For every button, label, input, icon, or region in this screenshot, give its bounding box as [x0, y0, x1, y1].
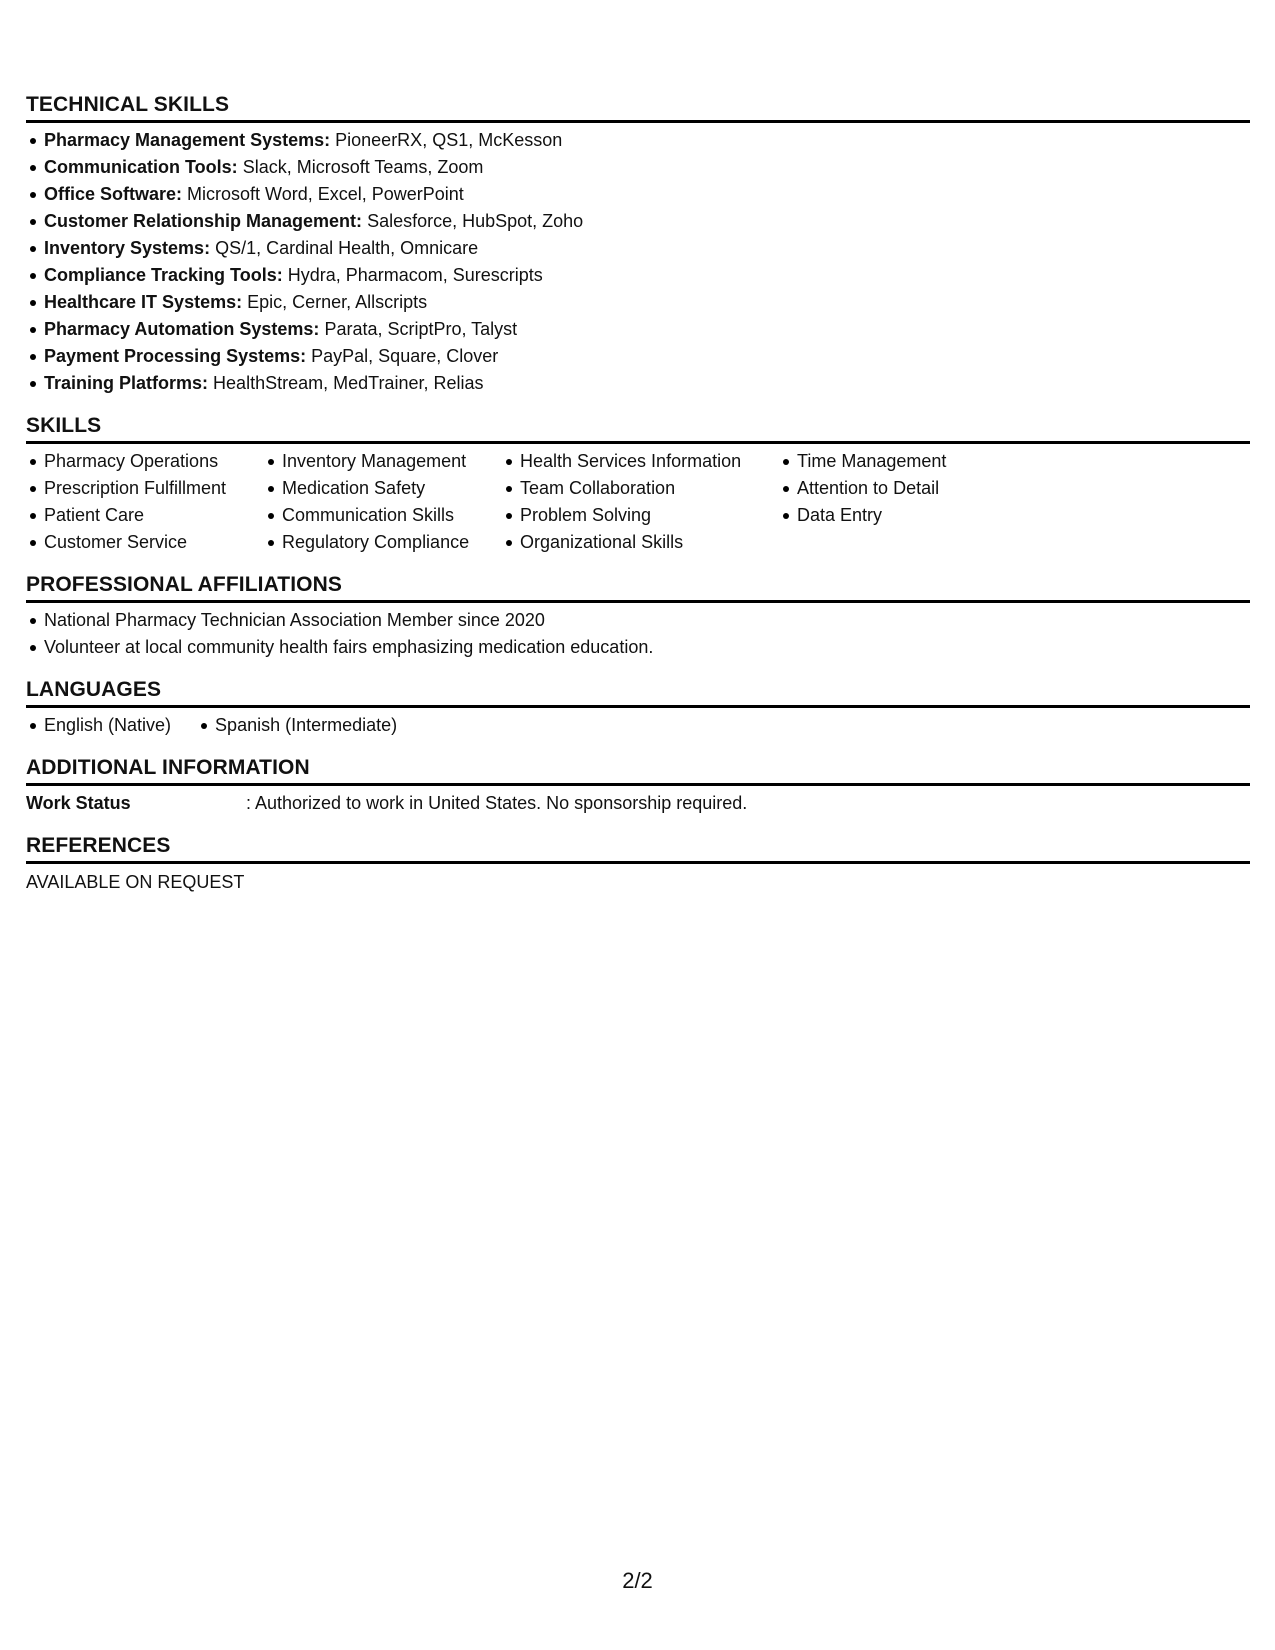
list-item: Data Entry	[779, 502, 1039, 529]
list-item: National Pharmacy Technician Association Member since 2020	[26, 607, 1250, 634]
skill-category-label: Office Software:	[44, 184, 183, 204]
list-item: English (Native)	[26, 712, 171, 739]
skill-category-label: Compliance Tracking Tools:	[44, 265, 283, 285]
skill-category-label: Payment Processing Systems:	[44, 346, 307, 366]
skills-column-4	[779, 448, 1039, 556]
list-item: Pharmacy Operations	[26, 448, 264, 475]
list-item: Medication Safety	[264, 475, 502, 502]
skill-category-value: PioneerRX, QS1, McKesson	[335, 130, 563, 150]
list-item	[26, 370, 1250, 397]
skill-category-value: Salesforce, HubSpot, Zoho	[367, 211, 584, 231]
skills-column-1	[26, 448, 264, 556]
list-item	[26, 154, 1250, 181]
skill-category-value: QS/1, Cardinal Health, Omnicare	[215, 238, 479, 258]
list-item: Organizational Skills	[502, 529, 779, 556]
skill-category-label: Customer Relationship Management:	[44, 211, 363, 231]
list-item	[26, 262, 1250, 289]
list-item	[26, 316, 1250, 343]
work-status-label: Work Status	[26, 793, 131, 813]
affiliations-section	[26, 572, 1250, 661]
list-item: Spanish (Intermediate)	[197, 712, 397, 739]
skill-category-label: Inventory Systems:	[44, 238, 211, 258]
section-heading-technical-skills: TECHNICAL SKILLS	[26, 92, 1250, 123]
technical-skills-list	[26, 127, 1250, 397]
skills-section	[26, 413, 1250, 556]
skills-column-2	[264, 448, 502, 556]
section-heading-references: REFERENCES	[26, 833, 1250, 864]
skills-column-3	[502, 448, 779, 556]
list-item	[26, 208, 1250, 235]
work-status-row	[26, 790, 1250, 817]
skill-category-label: Pharmacy Management Systems:	[44, 130, 331, 150]
list-item: Patient Care	[26, 502, 264, 529]
list-item: Inventory Management	[264, 448, 502, 475]
skill-category-value: Parata, ScriptPro, Talyst	[324, 319, 518, 339]
references-text: AVAILABLE ON REQUEST	[26, 872, 245, 892]
list-item	[26, 235, 1250, 262]
resume-page	[26, 92, 1250, 896]
skill-category-label: Pharmacy Automation Systems:	[44, 319, 320, 339]
languages-list	[26, 712, 1250, 739]
section-heading-languages: LANGUAGES	[26, 677, 1250, 708]
list-item	[26, 127, 1250, 154]
skill-category-label: Communication Tools:	[44, 157, 238, 177]
list-item: Team Collaboration	[502, 475, 779, 502]
list-item: Time Management	[779, 448, 1039, 475]
list-item	[26, 343, 1250, 370]
section-heading-affiliations: PROFESSIONAL AFFILIATIONS	[26, 572, 1250, 603]
skill-category-value: PayPal, Square, Clover	[311, 346, 499, 366]
list-item: Problem Solving	[502, 502, 779, 529]
list-item: Prescription Fulfillment	[26, 475, 264, 502]
skill-category-label: Healthcare IT Systems:	[44, 292, 243, 312]
skill-category-value: Epic, Cerner, Allscripts	[247, 292, 428, 312]
technical-skills-section	[26, 92, 1250, 397]
skill-category-label: Training Platforms:	[44, 373, 209, 393]
affiliations-list	[26, 607, 1250, 661]
list-item: Health Services Information	[502, 448, 779, 475]
section-heading-additional-info: ADDITIONAL INFORMATION	[26, 755, 1250, 786]
list-item: Volunteer at local community health fairs emphasizing medication education.	[26, 634, 1250, 661]
languages-section	[26, 677, 1250, 739]
section-heading-skills: SKILLS	[26, 413, 1250, 444]
page-number: 2/2	[622, 1568, 653, 1593]
list-item: Attention to Detail	[779, 475, 1039, 502]
skill-category-value: Slack, Microsoft Teams, Zoom	[242, 157, 484, 177]
list-item	[26, 181, 1250, 208]
additional-info-section	[26, 755, 1250, 817]
list-item: Communication Skills	[264, 502, 502, 529]
skill-category-value: HealthStream, MedTrainer, Relias	[213, 373, 484, 393]
list-item: Customer Service	[26, 529, 264, 556]
skill-category-value: Hydra, Pharmacom, Surescripts	[287, 265, 543, 285]
list-item	[26, 289, 1250, 316]
references-section	[26, 833, 1250, 896]
skill-category-value: Microsoft Word, Excel, PowerPoint	[187, 184, 464, 204]
list-item: Regulatory Compliance	[264, 529, 502, 556]
skills-columns	[26, 448, 1250, 556]
work-status-value: : Authorized to work in United States. No sponsorship required.	[246, 793, 748, 813]
